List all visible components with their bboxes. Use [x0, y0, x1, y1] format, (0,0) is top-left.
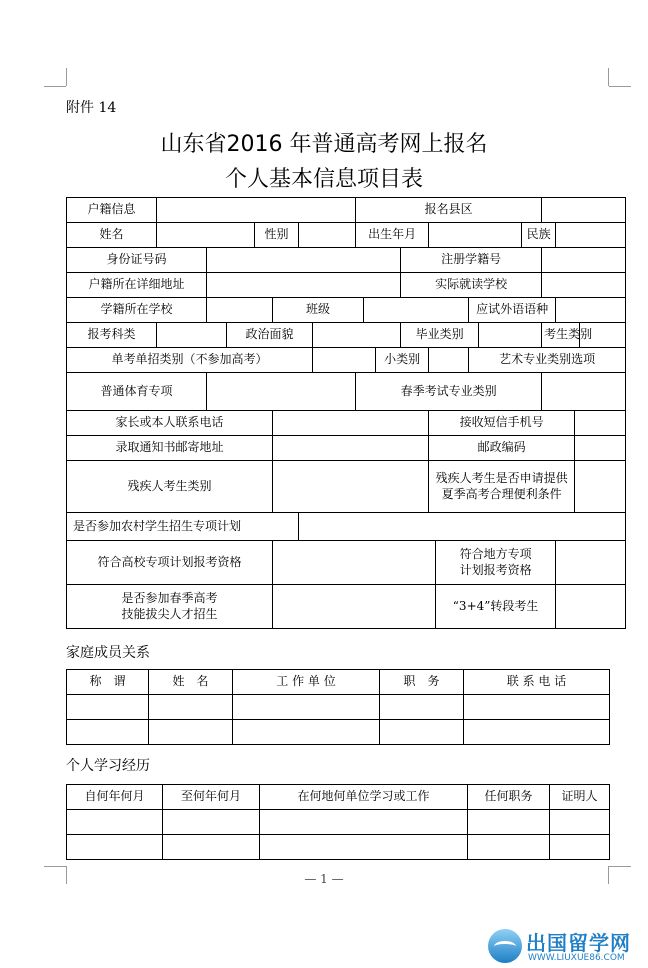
hukou-value[interactable] [157, 198, 356, 223]
watermark [488, 925, 648, 968]
table-cell[interactable] [464, 695, 610, 720]
table-cell[interactable] [464, 720, 610, 745]
personal-info-form [66, 197, 626, 629]
crop-mark [44, 866, 66, 867]
reg-number-label: 注册学籍号 [401, 248, 542, 273]
lang-value[interactable] [556, 298, 626, 323]
disability-answer[interactable] [575, 461, 626, 513]
table-cell[interactable] [163, 835, 260, 860]
table-cell[interactable] [233, 720, 380, 745]
rural-plan-value[interactable] [299, 513, 626, 541]
subcat-label: 小类别 [376, 348, 429, 373]
table-cell[interactable] [468, 810, 550, 835]
address-label: 户籍所在详细地址 [67, 273, 207, 298]
mail-address-label: 录取通知书邮寄地址 [67, 436, 273, 461]
univ-plan-value[interactable] [273, 541, 436, 585]
birth-label: 出生年月 [356, 223, 429, 248]
table-cell[interactable] [67, 695, 149, 720]
crop-mark [609, 866, 631, 867]
lang-label: 应试外语语种 [469, 298, 556, 323]
political-label: 政治面貌 [227, 323, 313, 348]
transfer-3plus4-value[interactable] [556, 585, 626, 629]
local-plan-value[interactable] [556, 541, 626, 585]
reg-number-value[interactable] [542, 248, 626, 273]
family-section-title: 家庭成员关系 [66, 645, 150, 661]
art-label: 艺术专业类别选项 [469, 348, 626, 373]
county-label: 报名县区 [356, 198, 542, 223]
table-cell[interactable] [67, 835, 163, 860]
sports-value[interactable] [207, 373, 356, 411]
rural-plan-label: 是否参加农村学生招生专项计划 [67, 513, 299, 541]
study-col-from: 自何年何月 [67, 785, 163, 810]
table-cell[interactable] [260, 835, 468, 860]
ethnic-value[interactable] [556, 223, 626, 248]
table-cell[interactable] [260, 810, 468, 835]
table-cell[interactable] [67, 720, 149, 745]
attachment-label: 附件 14 [66, 100, 117, 116]
sports-label: 普通体育专项 [67, 373, 207, 411]
table-cell[interactable] [380, 695, 464, 720]
study-col-place: 在何地何单位学习或工作 [260, 785, 468, 810]
class-value[interactable] [364, 298, 469, 323]
address-value[interactable] [207, 273, 401, 298]
watermark-name: 出国留学网 [526, 931, 631, 955]
disability-value[interactable] [273, 461, 429, 513]
page-subtitle: 个人基本信息项目表 [224, 167, 423, 192]
single-exam-value[interactable] [313, 348, 376, 373]
zip-value[interactable] [575, 436, 626, 461]
grad-label: 毕业类别 [401, 323, 479, 348]
study-col-position: 任何职务 [468, 785, 550, 810]
spring-exam-label: 是否参加春季高考 技能拔尖人才招生 [67, 585, 273, 629]
gender-label: 性别 [255, 223, 299, 248]
crop-mark [608, 68, 609, 86]
school-reg-value[interactable] [207, 298, 273, 323]
local-plan-label: 符合地方专项 计划报考资格 [436, 541, 556, 585]
zip-label: 邮政编码 [429, 436, 575, 461]
table-cell[interactable] [550, 835, 610, 860]
sms-label: 接收短信手机号 [429, 411, 575, 436]
table-cell[interactable] [67, 810, 163, 835]
page-title: 山东省2016 年普通高考网上报名 [160, 132, 488, 157]
school-reg-label: 学籍所在学校 [67, 298, 207, 323]
table-cell[interactable] [149, 695, 233, 720]
exam-cat-label: 考生类别 [542, 323, 580, 348]
study-table [66, 784, 610, 860]
family-col-position: 职 务 [380, 670, 464, 695]
school-now-value[interactable] [542, 273, 626, 298]
hukou-label: 户籍信息 [67, 198, 157, 223]
birth-value[interactable] [429, 223, 522, 248]
study-col-to: 至何年何月 [163, 785, 260, 810]
name-label: 姓名 [67, 223, 157, 248]
mail-address-value[interactable] [273, 436, 429, 461]
family-table [66, 669, 610, 745]
watermark-url: WWW.LIUXUE86.COM [528, 953, 625, 963]
disability-label: 残疾人考生类别 [67, 461, 273, 513]
family-col-relation: 称 谓 [67, 670, 149, 695]
id-number-label: 身份证号码 [67, 248, 207, 273]
transfer-3plus4-label: “3+4”转段考生 [436, 585, 556, 629]
subject-value[interactable] [157, 323, 227, 348]
table-cell[interactable] [550, 810, 610, 835]
univ-plan-label: 符合高校专项计划报考资格 [67, 541, 273, 585]
gender-value[interactable] [299, 223, 356, 248]
grad-value[interactable] [479, 323, 542, 348]
phone-label: 家长或本人联系电话 [67, 411, 273, 436]
county-value[interactable] [542, 198, 626, 223]
spring-major-value[interactable] [542, 373, 626, 411]
political-value[interactable] [313, 323, 401, 348]
study-col-witness: 证明人 [550, 785, 610, 810]
school-now-label: 实际就读学校 [401, 273, 542, 298]
subject-label: 报考科类 [67, 323, 157, 348]
table-cell[interactable] [233, 695, 380, 720]
page-number: — 1 — [304, 872, 344, 886]
name-value[interactable] [157, 223, 255, 248]
table-cell[interactable] [163, 810, 260, 835]
crop-mark [66, 68, 67, 86]
phone-value[interactable] [273, 411, 429, 436]
sms-value[interactable] [575, 411, 626, 436]
class-label: 班级 [273, 298, 364, 323]
watermark-logo-icon [488, 929, 522, 963]
id-number-value[interactable] [207, 248, 401, 273]
table-cell[interactable] [380, 720, 464, 745]
ethnic-label: 民族 [522, 223, 556, 248]
disability-question: 残疾人考生是否申请提供 夏季高考合理便利条件 [429, 461, 575, 513]
family-col-employer: 工 作 单 位 [233, 670, 380, 695]
crop-mark [44, 86, 66, 87]
spring-major-label: 春季考试专业类别 [356, 373, 542, 411]
study-section-title: 个人学习经历 [66, 758, 150, 774]
single-exam-label: 单考单招类别（不参加高考） [67, 348, 313, 373]
table-cell[interactable] [149, 720, 233, 745]
family-col-name: 姓 名 [149, 670, 233, 695]
subcat-value[interactable] [429, 348, 469, 373]
spring-exam-value[interactable] [273, 585, 436, 629]
table-cell[interactable] [468, 835, 550, 860]
crop-mark [609, 86, 631, 87]
family-col-phone: 联 系 电 话 [464, 670, 610, 695]
